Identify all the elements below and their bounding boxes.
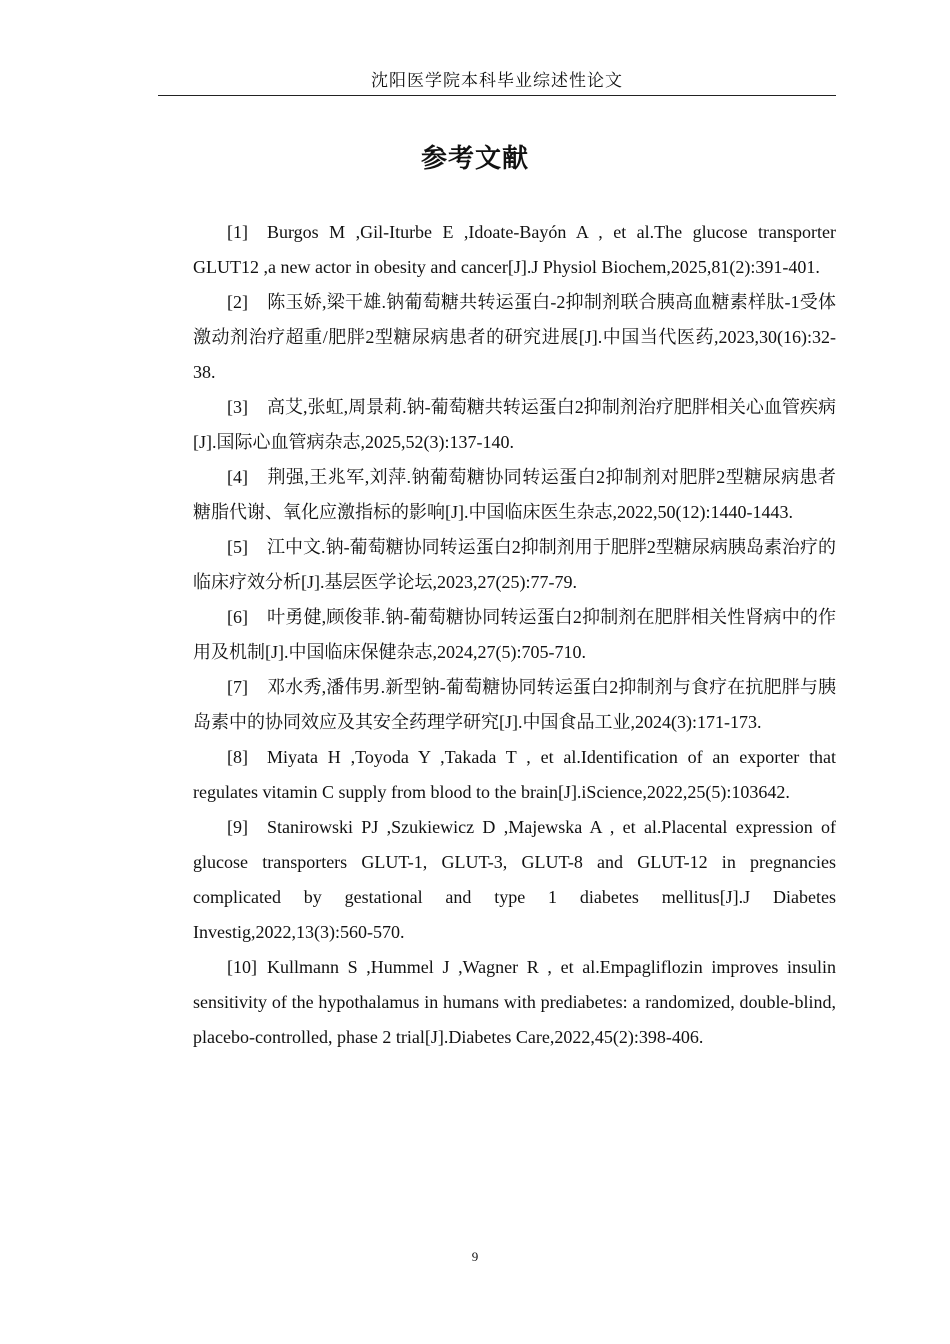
reference-item	[193, 810, 836, 950]
reference-item	[193, 530, 836, 600]
reference-item	[193, 460, 836, 530]
reference-item	[193, 390, 836, 460]
reference-item	[193, 740, 836, 810]
reference-number: [1]	[227, 222, 248, 242]
reference-item	[193, 600, 836, 670]
reference-text: 陈玉娇,梁干雄.钠葡萄糖共转运蛋白-2抑制剂联合胰高血糖素样肽-1受体激动剂治疗超重/肥胖2型糖尿病患者的研究进展[J].中国当代医药,2023,30(16):32-38.	[193, 292, 836, 382]
reference-text: 江中文.钠-葡萄糖协同转运蛋白2抑制剂用于肥胖2型糖尿病胰岛素治疗的临床疗效分析[J].基层医学论坛,2023,27(25):77-79.	[193, 537, 836, 592]
reference-text: Kullmann S ,Hummel J ,Wagner R , et al.Empagliflozin improves insulin sensitivity of the hypothalamus in humans with prediabetes: a randomized, double-blind, placebo-controlled, phase 2 trial[J].Diabetes Care,2022,45(2):398-406.	[193, 957, 836, 1047]
reference-number: [7]	[227, 677, 248, 697]
reference-item	[193, 670, 836, 740]
reference-number: [2]	[227, 292, 248, 312]
reference-number: [9]	[227, 817, 248, 837]
reference-item	[193, 950, 836, 1055]
reference-text: Stanirowski PJ ,Szukiewicz D ,Majewska A , et al.Placental expression of glucose transporters GLUT-1, GLUT-3, GLUT-8 and GLUT-12 in pregnancies complicated by gestational and type 1 diabetes mellitus[J].J Diabetes Investig,2022,13(3):560-570.	[193, 817, 836, 942]
reference-item	[193, 215, 836, 285]
reference-text: Miyata H ,Toyoda Y ,Takada T , et al.Identification of an exporter that regulates vitamin C supply from blood to the brain[J].iScience,2022,25(5):103642.	[193, 747, 836, 802]
page-title: 参考文献	[420, 144, 529, 174]
reference-text: Burgos M ,Gil-Iturbe E ,Idoate-Bayón A , et al.The glucose transporter GLUT12 ,a new actor in obesity and cancer[J].J Physiol Biochem,2025,81(2):391-401.	[193, 222, 836, 277]
reference-text: 高艾,张虹,周景莉.钠-葡萄糖共转运蛋白2抑制剂治疗肥胖相关心血管疾病[J].国际心血管病杂志,2025,52(3):137-140.	[193, 397, 836, 452]
page-number: 9	[471, 1249, 479, 1264]
reference-number: [8]	[227, 747, 248, 767]
reference-item	[193, 285, 836, 390]
reference-number: [10]	[227, 957, 257, 977]
reference-number: [6]	[227, 607, 248, 627]
reference-text: 邓水秀,潘伟男.新型钠-葡萄糖协同转运蛋白2抑制剂与食疗在抗肥胖与胰岛素中的协同效应及其安全药理学研究[J].中国食品工业,2024(3):171-173.	[193, 677, 836, 732]
reference-text: 叶勇健,顾俊菲.钠-葡萄糖协同转运蛋白2抑制剂在肥胖相关性肾病中的作用及机制[J].中国临床保健杂志,2024,27(5):705-710.	[193, 607, 836, 662]
reference-text: 荆强,王兆军,刘萍.钠葡萄糖协同转运蛋白2抑制剂对肥胖2型糖尿病患者糖脂代谢、氧化应激指标的影响[J].中国临床医生杂志,2022,50(12):1440-1443.	[193, 467, 836, 522]
reference-number: [3]	[227, 397, 248, 417]
reference-number: [4]	[227, 467, 248, 487]
reference-number: [5]	[227, 537, 248, 557]
reference-list	[193, 215, 836, 1055]
running-header: 沈阳医学院本科毕业综述性论文	[158, 66, 836, 96]
